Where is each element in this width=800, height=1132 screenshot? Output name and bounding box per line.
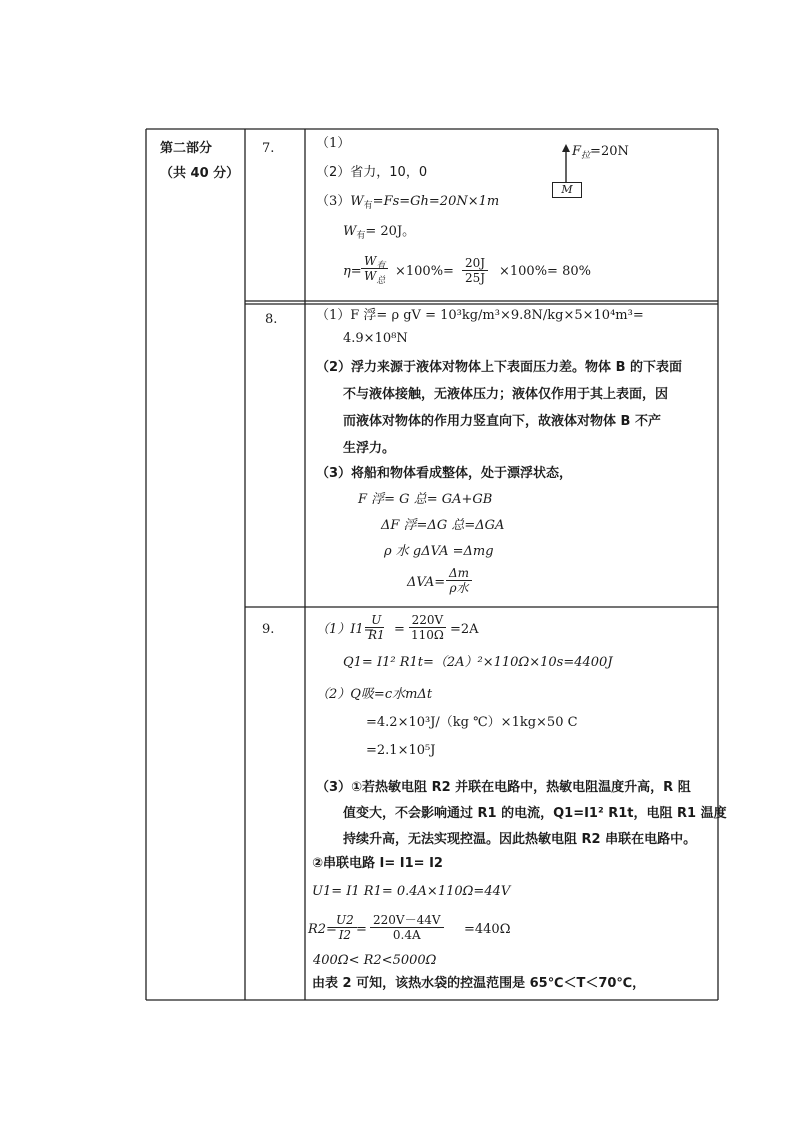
- q9-value-fraction: $\frac{220V}{110\Omega}$: [408, 613, 447, 642]
- q8-part2-line3: 而液体对物体的作用力竖直向下，故液体对物体 B 不产: [343, 414, 661, 429]
- q9-current-result: =2A: [450, 622, 479, 637]
- section-score: （共 40 分）: [160, 166, 240, 181]
- q9-conclusion: 由表 2 可知，该热水袋的控温范围是 65℃＜T＜70℃，: [312, 976, 646, 991]
- q8-part1-line1: （1）F 浮= ρ gV = 10³kg/m³×9.8N/kg×5×10⁴m³=: [316, 308, 644, 323]
- q7-efficiency-symbol: η=: [343, 264, 362, 279]
- q9-equals-1: =: [394, 622, 405, 637]
- q9-part1-prefix: （1）I1=: [316, 622, 375, 637]
- question-8-number: 8.: [265, 312, 278, 327]
- q9-equals-2: =: [356, 922, 367, 937]
- q8-equation-4-left: ΔVA=: [407, 575, 446, 590]
- q9-heat-q1: Q1= I1² R1t=（2A）²×110Ω×10s=4400J: [343, 655, 613, 670]
- q7-work-fraction: $W_有$ $W_总$: [361, 254, 388, 283]
- q8-equation-3: ρ 水 gΔVA =Δmg: [384, 544, 494, 559]
- q9-voltage-u1: U1= I1 R1= 0.4A×110Ω=44V: [312, 884, 511, 899]
- q9-r2-left: R2=: [308, 922, 337, 937]
- q8-part3-intro: （3）将船和物体看成整体，处于漂浮状态，: [316, 466, 573, 481]
- section-title: 第二部分: [160, 141, 213, 156]
- q9-part3-series: ②串联电路 I= I1= I2: [312, 856, 443, 871]
- q7-times-100-a: ×100%=: [395, 264, 454, 279]
- q7-part1-label: （1）: [316, 136, 351, 151]
- q8-volume-fraction: Δm ρ水: [446, 566, 472, 595]
- q7-block-m: M: [552, 182, 582, 198]
- question-9-number: 9.: [262, 622, 275, 637]
- q9-r2-fraction: $\frac{U2}{I2}$: [333, 913, 357, 942]
- q8-equation-1: F 浮= G 总= GA+GB: [358, 492, 493, 507]
- question-7-number: 7.: [262, 141, 275, 156]
- q7-efficiency-result: ×100%= 80%: [499, 264, 591, 279]
- q9-resistance-range: 400Ω< R2<5000Ω: [313, 953, 437, 968]
- q7-force-label: $F_拉=20N$: [572, 144, 629, 161]
- q9-part3-line3: 持续升高，无法实现控温。因此热敏电阻 R2 串联在电路中。: [343, 832, 697, 847]
- q9-part3-line2: 值变大，不会影响通过 R1 的电流，Q1=I1² R1t，电阻 R1 温度: [343, 806, 727, 821]
- q9-part3-line1: （3）①若热敏电阻 R2 并联在电路中，热敏电阻温度升高，R 阻: [316, 780, 691, 795]
- q8-equation-2: ΔF 浮=ΔG 总=ΔGA: [381, 518, 505, 533]
- q9-part2-step: =4.2×10³J/（kg ℃）×1kg×50 C: [366, 715, 578, 730]
- force-arrow-icon: [560, 144, 572, 184]
- q9-r2-value-fraction: $\frac{220V-44V}{0.4A}$: [370, 913, 444, 942]
- q9-ohm-fraction: $\frac{U}{R1}$: [368, 613, 385, 642]
- q8-part2-line2: 不与液体接触，无液体压力；液体仅作用于其上表面，因: [343, 387, 669, 402]
- q8-part2-line4: 生浮力。: [343, 441, 396, 456]
- q9-part2-result: =2.1×10⁵J: [366, 743, 436, 758]
- q8-part1-line2: 4.9×10⁸N: [343, 331, 408, 346]
- q7-part2: （2）省力，10，0: [316, 165, 428, 180]
- q7-joule-fraction: $\frac{20J}{25J}$: [462, 256, 488, 285]
- q8-part2-line1: （2）浮力来源于液体对物体上下表面压力差。物体 B 的下表面: [316, 360, 683, 375]
- q9-r2-result: =440Ω: [464, 922, 511, 937]
- q9-part2-formula: （2）Q吸=c水mΔt: [316, 687, 433, 702]
- q7-part3-useful-work: $(3)W_有=Fs=Gh=20N\times 1m$: [316, 194, 500, 211]
- q7-useful-work-result: $W_有= 20J$。: [343, 224, 416, 241]
